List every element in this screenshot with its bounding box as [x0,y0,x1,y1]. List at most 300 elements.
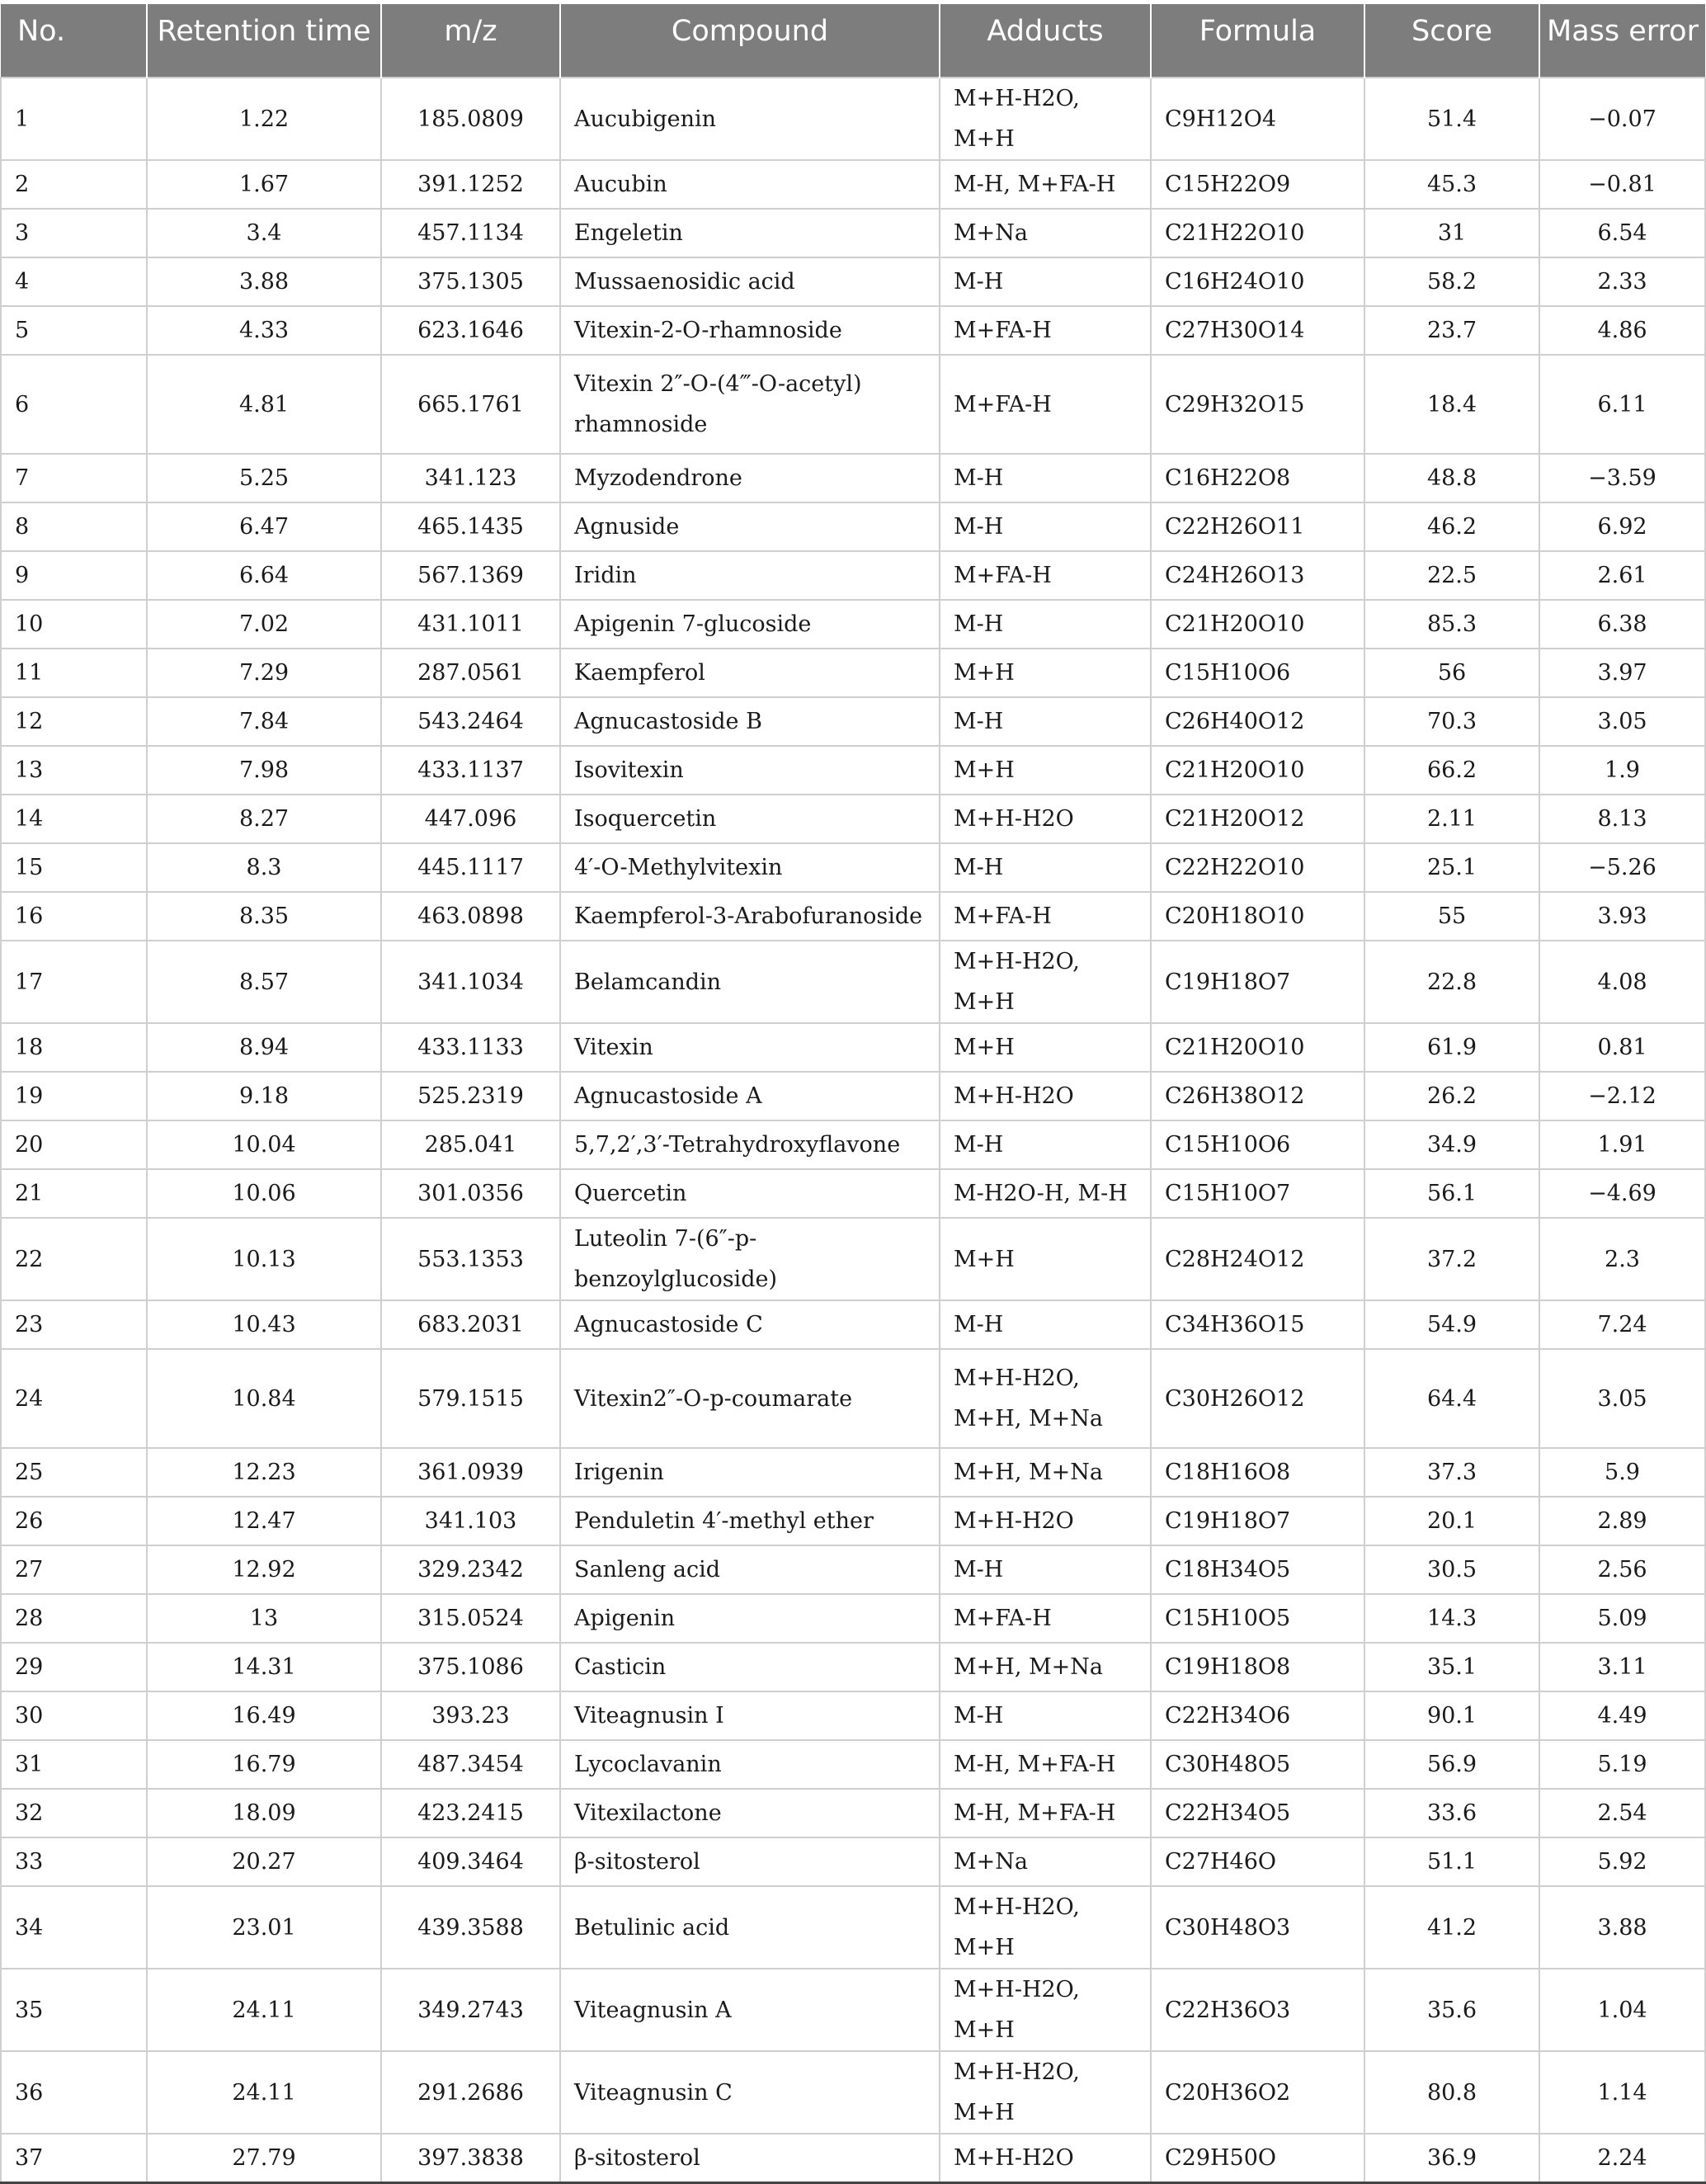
cell-formula: C19H18O7 [1151,1497,1364,1545]
cell-adducts: M+H [940,746,1151,795]
cell-mass-error: 3.88 [1539,1886,1705,1969]
table-row [1,160,1705,209]
cell-score: 54.9 [1364,1300,1539,1349]
cell-score: 51.4 [1364,78,1539,160]
cell-score: 48.8 [1364,454,1539,502]
cell-formula: C26H38O12 [1151,1072,1364,1120]
cell-compound: Viteagnusin I [560,1691,940,1740]
cell-adducts: M+H-H2O [940,1497,1151,1545]
cell-score: 23.7 [1364,306,1539,355]
cell-mz: 409.3464 [381,1837,560,1886]
cell-score: 22.5 [1364,551,1539,600]
cell-mass-error: 2.54 [1539,1789,1705,1837]
cell-formula: C27H46O [1151,1837,1364,1886]
cell-mz: 301.0356 [381,1169,560,1218]
cell-mass-error: 3.93 [1539,892,1705,941]
cell-no: 36 [1,2051,147,2134]
cell-compound: Engeletin [560,209,940,257]
cell-adducts: M+H-H2O, M+H [940,941,1151,1023]
header-mz: m/z [381,4,560,78]
cell-formula: C15H10O5 [1151,1594,1364,1643]
cell-mz: 375.1086 [381,1643,560,1691]
cell-compound: Lycoclavanin [560,1740,940,1789]
table-row [1,1497,1705,1545]
cell-no: 22 [1,1218,147,1300]
cell-no: 7 [1,454,147,502]
cell-compound: Betulinic acid [560,1886,940,1969]
cell-retention-time: 18.09 [147,1789,381,1837]
cell-adducts: M-H [940,502,1151,551]
table-row [1,1789,1705,1837]
header-score: Score [1364,4,1539,78]
cell-score: 80.8 [1364,2051,1539,2134]
cell-no: 20 [1,1120,147,1169]
cell-formula: C22H22O10 [1151,843,1364,892]
cell-mz: 287.0561 [381,649,560,697]
cell-no: 19 [1,1072,147,1120]
header-formula: Formula [1151,4,1364,78]
cell-formula: C21H22O10 [1151,209,1364,257]
table-row [1,454,1705,502]
cell-compound: Agnucastoside B [560,697,940,746]
table-row [1,551,1705,600]
cell-score: 51.1 [1364,1837,1539,1886]
cell-mass-error: 3.05 [1539,1349,1705,1448]
cell-mass-error: 1.04 [1539,1969,1705,2051]
cell-mz: 329.2342 [381,1545,560,1594]
cell-mass-error: 5.9 [1539,1448,1705,1497]
cell-mass-error: −3.59 [1539,454,1705,502]
cell-no: 29 [1,1643,147,1691]
cell-formula: C21H20O10 [1151,746,1364,795]
table-row [1,355,1705,454]
table-row [1,1643,1705,1691]
cell-no: 2 [1,160,147,209]
table-row [1,941,1705,1023]
cell-formula: C22H26O11 [1151,502,1364,551]
cell-mz: 341.103 [381,1497,560,1545]
cell-adducts: M+H-H2O, M+H, M+Na [940,1349,1151,1448]
cell-compound: Agnucastoside A [560,1072,940,1120]
cell-mz: 457.1134 [381,209,560,257]
cell-retention-time: 3.88 [147,257,381,306]
cell-mass-error: 3.11 [1539,1643,1705,1691]
cell-retention-time: 4.81 [147,355,381,454]
cell-retention-time: 13 [147,1594,381,1643]
cell-retention-time: 8.3 [147,843,381,892]
cell-mz: 391.1252 [381,160,560,209]
cell-formula: C26H40O12 [1151,697,1364,746]
cell-compound: Mussaenosidic acid [560,257,940,306]
cell-score: 22.8 [1364,941,1539,1023]
cell-adducts: M-H [940,697,1151,746]
cell-adducts: M-H2O-H, M-H [940,1169,1151,1218]
cell-mass-error: 2.33 [1539,257,1705,306]
cell-score: 58.2 [1364,257,1539,306]
cell-formula: C30H48O3 [1151,1886,1364,1969]
cell-retention-time: 20.27 [147,1837,381,1886]
cell-formula: C19H18O7 [1151,941,1364,1023]
cell-retention-time: 10.13 [147,1218,381,1300]
cell-formula: C34H36O15 [1151,1300,1364,1349]
cell-no: 5 [1,306,147,355]
cell-mass-error: −5.26 [1539,843,1705,892]
table-row [1,502,1705,551]
cell-retention-time: 6.64 [147,551,381,600]
cell-no: 13 [1,746,147,795]
cell-retention-time: 14.31 [147,1643,381,1691]
cell-mass-error: 2.3 [1539,1218,1705,1300]
cell-compound: Quercetin [560,1169,940,1218]
cell-mz: 623.1646 [381,306,560,355]
cell-score: 56.1 [1364,1169,1539,1218]
cell-compound: Penduletin 4′-methyl ether [560,1497,940,1545]
cell-mass-error: 2.61 [1539,551,1705,600]
compound-table-container [0,4,1704,2184]
cell-no: 16 [1,892,147,941]
cell-score: 45.3 [1364,160,1539,209]
cell-mass-error: −0.07 [1539,78,1705,160]
cell-mass-error: 4.49 [1539,1691,1705,1740]
cell-mz: 431.1011 [381,600,560,649]
cell-no: 31 [1,1740,147,1789]
cell-no: 21 [1,1169,147,1218]
cell-compound: Kaempferol [560,649,940,697]
cell-retention-time: 23.01 [147,1886,381,1969]
cell-retention-time: 27.79 [147,2134,381,2183]
cell-retention-time: 3.4 [147,209,381,257]
cell-retention-time: 24.11 [147,1969,381,2051]
cell-retention-time: 12.23 [147,1448,381,1497]
cell-adducts: M+H-H2O, M+H [940,1969,1151,2051]
cell-mass-error: 2.89 [1539,1497,1705,1545]
cell-compound: Luteolin 7-(6″-p-benzoylglucoside) [560,1218,940,1300]
cell-mz: 397.3838 [381,2134,560,2183]
cell-adducts: M+H-H2O [940,795,1151,843]
cell-compound: β-sitosterol [560,1837,940,1886]
table-row [1,1072,1705,1120]
cell-compound: Agnucastoside C [560,1300,940,1349]
cell-formula: C21H20O10 [1151,1023,1364,1072]
cell-mz: 341.123 [381,454,560,502]
cell-score: 56 [1364,649,1539,697]
cell-formula: C16H24O10 [1151,257,1364,306]
cell-mz: 291.2686 [381,2051,560,2134]
cell-mass-error: 1.91 [1539,1120,1705,1169]
cell-formula: C15H10O6 [1151,1120,1364,1169]
cell-score: 2.11 [1364,795,1539,843]
cell-score: 41.2 [1364,1886,1539,1969]
cell-formula: C20H36O2 [1151,2051,1364,2134]
table-row [1,2051,1705,2134]
cell-no: 3 [1,209,147,257]
cell-formula: C22H36O3 [1151,1969,1364,2051]
table-row [1,1594,1705,1643]
header-mass-error: Mass error [1539,4,1705,78]
cell-adducts: M+H-H2O, M+H [940,1886,1151,1969]
cell-mz: 447.096 [381,795,560,843]
cell-formula: C22H34O5 [1151,1789,1364,1837]
cell-score: 64.4 [1364,1349,1539,1448]
cell-no: 33 [1,1837,147,1886]
cell-adducts: M+H-H2O, M+H [940,2051,1151,2134]
cell-score: 56.9 [1364,1740,1539,1789]
cell-compound: Agnuside [560,502,940,551]
table-row [1,257,1705,306]
cell-formula: C21H20O10 [1151,600,1364,649]
cell-retention-time: 16.49 [147,1691,381,1740]
cell-mass-error: 6.92 [1539,502,1705,551]
cell-score: 14.3 [1364,1594,1539,1643]
cell-adducts: M+FA-H [940,306,1151,355]
cell-mz: 445.1117 [381,843,560,892]
table-row [1,1218,1705,1300]
table-row [1,1169,1705,1218]
cell-retention-time: 7.02 [147,600,381,649]
cell-retention-time: 12.92 [147,1545,381,1594]
cell-no: 4 [1,257,147,306]
cell-compound: 4′-O-Methylvitexin [560,843,940,892]
cell-compound: Casticin [560,1643,940,1691]
cell-compound: Vitexilactone [560,1789,940,1837]
cell-no: 14 [1,795,147,843]
cell-compound: Isoquercetin [560,795,940,843]
cell-adducts: M+FA-H [940,1594,1151,1643]
table-row [1,600,1705,649]
cell-adducts: M-H [940,257,1151,306]
cell-compound: Apigenin 7-glucoside [560,600,940,649]
table-row [1,892,1705,941]
table-row [1,209,1705,257]
cell-no: 1 [1,78,147,160]
cell-retention-time: 8.57 [147,941,381,1023]
cell-mass-error: −2.12 [1539,1072,1705,1120]
table-row [1,1886,1705,1969]
cell-compound: Vitexin [560,1023,940,1072]
cell-mz: 439.3588 [381,1886,560,1969]
cell-mz: 525.2319 [381,1072,560,1120]
table-row [1,1300,1705,1349]
cell-adducts: M-H [940,600,1151,649]
cell-retention-time: 7.29 [147,649,381,697]
cell-retention-time: 10.04 [147,1120,381,1169]
cell-adducts: M-H, M+FA-H [940,1740,1151,1789]
cell-adducts: M+FA-H [940,551,1151,600]
cell-no: 18 [1,1023,147,1072]
cell-score: 35.1 [1364,1643,1539,1691]
cell-no: 23 [1,1300,147,1349]
cell-formula: C21H20O12 [1151,795,1364,843]
cell-retention-time: 8.35 [147,892,381,941]
cell-adducts: M+H [940,1218,1151,1300]
cell-adducts: M+H [940,1023,1151,1072]
cell-score: 31 [1364,209,1539,257]
cell-mass-error: 6.54 [1539,209,1705,257]
cell-compound: 5,7,2′,3′-Tetrahydroxyflavone [560,1120,940,1169]
cell-no: 24 [1,1349,147,1448]
cell-formula: C30H48O5 [1151,1740,1364,1789]
cell-adducts: M+Na [940,1837,1151,1886]
header-compound: Compound [560,4,940,78]
cell-mass-error: 8.13 [1539,795,1705,843]
cell-adducts: M-H [940,843,1151,892]
cell-adducts: M+H-H2O, M+H [940,78,1151,160]
cell-mz: 375.1305 [381,257,560,306]
cell-adducts: M+H-H2O [940,1072,1151,1120]
cell-formula: C16H22O8 [1151,454,1364,502]
table-row [1,2134,1705,2183]
cell-compound: Isovitexin [560,746,940,795]
cell-mz: 315.0524 [381,1594,560,1643]
cell-compound: Aucubin [560,160,940,209]
cell-mz: 393.23 [381,1691,560,1740]
cell-adducts: M+H-H2O [940,2134,1151,2183]
cell-mz: 361.0939 [381,1448,560,1497]
table-row [1,1545,1705,1594]
cell-score: 20.1 [1364,1497,1539,1545]
cell-retention-time: 8.94 [147,1023,381,1072]
cell-mz: 433.1137 [381,746,560,795]
cell-score: 66.2 [1364,746,1539,795]
cell-mz: 553.1353 [381,1218,560,1300]
cell-formula: C28H24O12 [1151,1218,1364,1300]
cell-retention-time: 6.47 [147,502,381,551]
cell-no: 10 [1,600,147,649]
cell-mass-error: 7.24 [1539,1300,1705,1349]
cell-formula: C18H34O5 [1151,1545,1364,1594]
cell-mz: 543.2464 [381,697,560,746]
cell-formula: C15H22O9 [1151,160,1364,209]
cell-score: 35.6 [1364,1969,1539,2051]
cell-adducts: M+H, M+Na [940,1448,1151,1497]
table-row [1,306,1705,355]
cell-formula: C15H10O7 [1151,1169,1364,1218]
cell-retention-time: 24.11 [147,2051,381,2134]
cell-mass-error: 5.09 [1539,1594,1705,1643]
cell-adducts: M-H [940,454,1151,502]
cell-compound: Apigenin [560,1594,940,1643]
cell-score: 61.9 [1364,1023,1539,1072]
cell-no: 35 [1,1969,147,2051]
cell-mass-error: 3.97 [1539,649,1705,697]
cell-mz: 487.3454 [381,1740,560,1789]
cell-retention-time: 5.25 [147,454,381,502]
table-row [1,843,1705,892]
cell-adducts: M-H, M+FA-H [940,160,1151,209]
header-no: No. [1,4,147,78]
cell-compound: Viteagnusin A [560,1969,940,2051]
cell-compound: Vitexin 2″-O-(4‴-O-acetyl) rhamnoside [560,355,940,454]
cell-no: 26 [1,1497,147,1545]
cell-formula: C15H10O6 [1151,649,1364,697]
cell-compound: β-sitosterol [560,2134,940,2183]
cell-mz: 579.1515 [381,1349,560,1448]
cell-mass-error: 2.56 [1539,1545,1705,1594]
cell-score: 46.2 [1364,502,1539,551]
table-row [1,1349,1705,1448]
cell-no: 27 [1,1545,147,1594]
table-row [1,795,1705,843]
cell-no: 9 [1,551,147,600]
cell-mass-error: 1.14 [1539,2051,1705,2134]
cell-no: 28 [1,1594,147,1643]
table-row [1,1837,1705,1886]
cell-no: 12 [1,697,147,746]
cell-score: 37.3 [1364,1448,1539,1497]
table-row [1,1691,1705,1740]
cell-score: 30.5 [1364,1545,1539,1594]
cell-mz: 349.2743 [381,1969,560,2051]
cell-retention-time: 10.84 [147,1349,381,1448]
cell-compound: Myzodendrone [560,454,940,502]
compound-table [0,4,1706,2184]
cell-mz: 683.2031 [381,1300,560,1349]
cell-mz: 185.0809 [381,78,560,160]
cell-compound: Sanleng acid [560,1545,940,1594]
cell-mz: 423.2415 [381,1789,560,1837]
cell-no: 32 [1,1789,147,1837]
cell-adducts: M-H [940,1120,1151,1169]
cell-mz: 665.1761 [381,355,560,454]
cell-adducts: M+FA-H [940,355,1151,454]
table-row [1,697,1705,746]
header-row [1,4,1705,78]
cell-mass-error: 1.9 [1539,746,1705,795]
cell-adducts: M+H, M+Na [940,1643,1151,1691]
table-row [1,746,1705,795]
cell-adducts: M-H [940,1300,1151,1349]
table-row [1,649,1705,697]
cell-mass-error: 6.38 [1539,600,1705,649]
cell-retention-time: 7.98 [147,746,381,795]
cell-no: 25 [1,1448,147,1497]
cell-formula: C29H50O [1151,2134,1364,2183]
cell-mz: 567.1369 [381,551,560,600]
cell-retention-time: 1.67 [147,160,381,209]
cell-no: 11 [1,649,147,697]
cell-compound: Belamcandin [560,941,940,1023]
cell-mass-error: 6.11 [1539,355,1705,454]
cell-mass-error: −0.81 [1539,160,1705,209]
cell-mass-error: 2.24 [1539,2134,1705,2183]
cell-mass-error: 5.19 [1539,1740,1705,1789]
cell-retention-time: 4.33 [147,306,381,355]
cell-retention-time: 8.27 [147,795,381,843]
cell-formula: C9H12O4 [1151,78,1364,160]
cell-score: 18.4 [1364,355,1539,454]
cell-adducts: M-H [940,1691,1151,1740]
cell-compound: Iridin [560,551,940,600]
cell-mass-error: 4.08 [1539,941,1705,1023]
table-row [1,78,1705,160]
cell-compound: Aucubigenin [560,78,940,160]
cell-no: 6 [1,355,147,454]
cell-formula: C18H16O8 [1151,1448,1364,1497]
cell-score: 25.1 [1364,843,1539,892]
cell-mz: 433.1133 [381,1023,560,1072]
cell-formula: C27H30O14 [1151,306,1364,355]
cell-score: 55 [1364,892,1539,941]
cell-compound: Irigenin [560,1448,940,1497]
cell-mass-error: 5.92 [1539,1837,1705,1886]
cell-compound: Vitexin2″-O-p-coumarate [560,1349,940,1448]
table-body [1,78,1705,2183]
cell-no: 30 [1,1691,147,1740]
cell-retention-time: 16.79 [147,1740,381,1789]
cell-compound: Vitexin-2-O-rhamnoside [560,306,940,355]
header-retention-time: Retention time [147,4,381,78]
cell-retention-time: 10.43 [147,1300,381,1349]
